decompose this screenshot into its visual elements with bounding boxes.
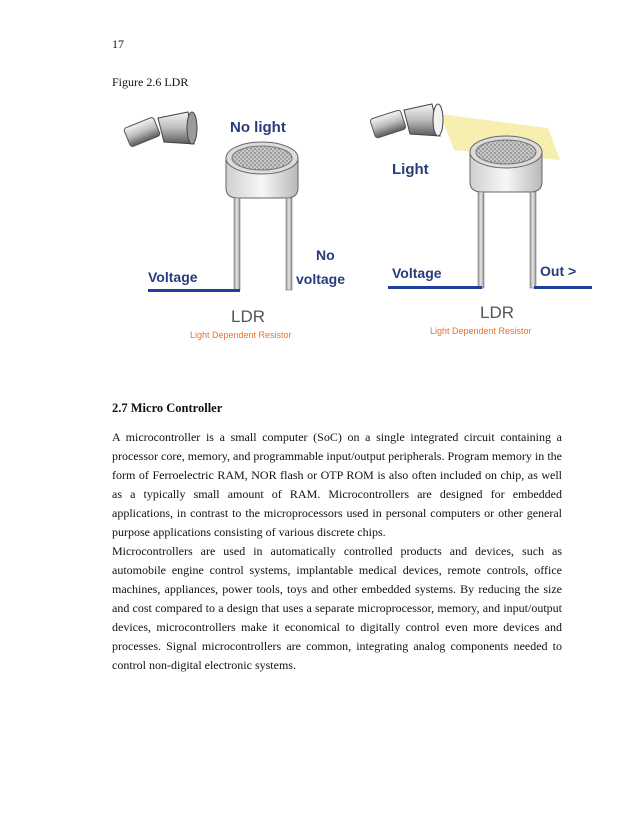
paragraph-microcontroller-uses: Microcontrollers are used in automatically controlled products and devices, such as automobile engine control systems, implantable medical devices, remote controls, office machines, appliances, power tools, toys and other embedded systems. By reducing the size and cost compared to a design that uses a separate microprocessor, memory, and input/output devices, microcontrollers make it economical to digitally control even more devices and processes. Signal microcontrollers are common, integrating analog components needed to control non-digital electronic systems. [112,544,562,672]
ldr-subtitle-right: Light Dependent Resistor [430,326,532,336]
ldr-title-right: LDR [480,303,515,322]
left-panel [123,112,345,340]
voltage-label-left: Voltage [148,269,198,285]
no-light-label: No light [230,119,286,136]
ldr-component-left [226,142,298,290]
flashlight-icon-on [370,104,443,138]
light-label: Light [392,161,429,178]
voltage-line-left [148,289,240,292]
no-voltage-label-line1: No [316,247,335,263]
ldr-title-left: LDR [231,307,266,326]
voltage-line-right [388,286,482,289]
out-line [534,286,592,289]
figure-caption: Figure 2.6 LDR [112,75,189,89]
ldr-diagram [118,100,594,345]
ldr-subtitle-left: Light Dependent Resistor [190,330,292,340]
no-voltage-label-line2: voltage [296,271,346,287]
voltage-label-right: Voltage [392,265,442,281]
ldr-component-right [470,136,542,288]
ldr-figure [118,100,594,345]
page-number: 17 [112,37,124,51]
paragraph-microcontroller-definition: A microcontroller is a small computer (SoC) on a single integrated circuit containing a processor core, memory, and programmable input/output peripherals. Program memory in the form of Ferroelectric RAM, NOR flash or OTP ROM is also often included on chip, as well as a typically small amount of RAM. Microcontrollers are designed for embedded applications, in contrast to the microprocessors used in personal computers or other general purpose applications consisting of various discrete chips. [112,430,562,539]
flashlight-icon-off [123,112,197,147]
right-panel [370,104,592,336]
section-heading: 2.7 Micro Controller [112,401,223,415]
out-label: Out > [540,263,577,279]
